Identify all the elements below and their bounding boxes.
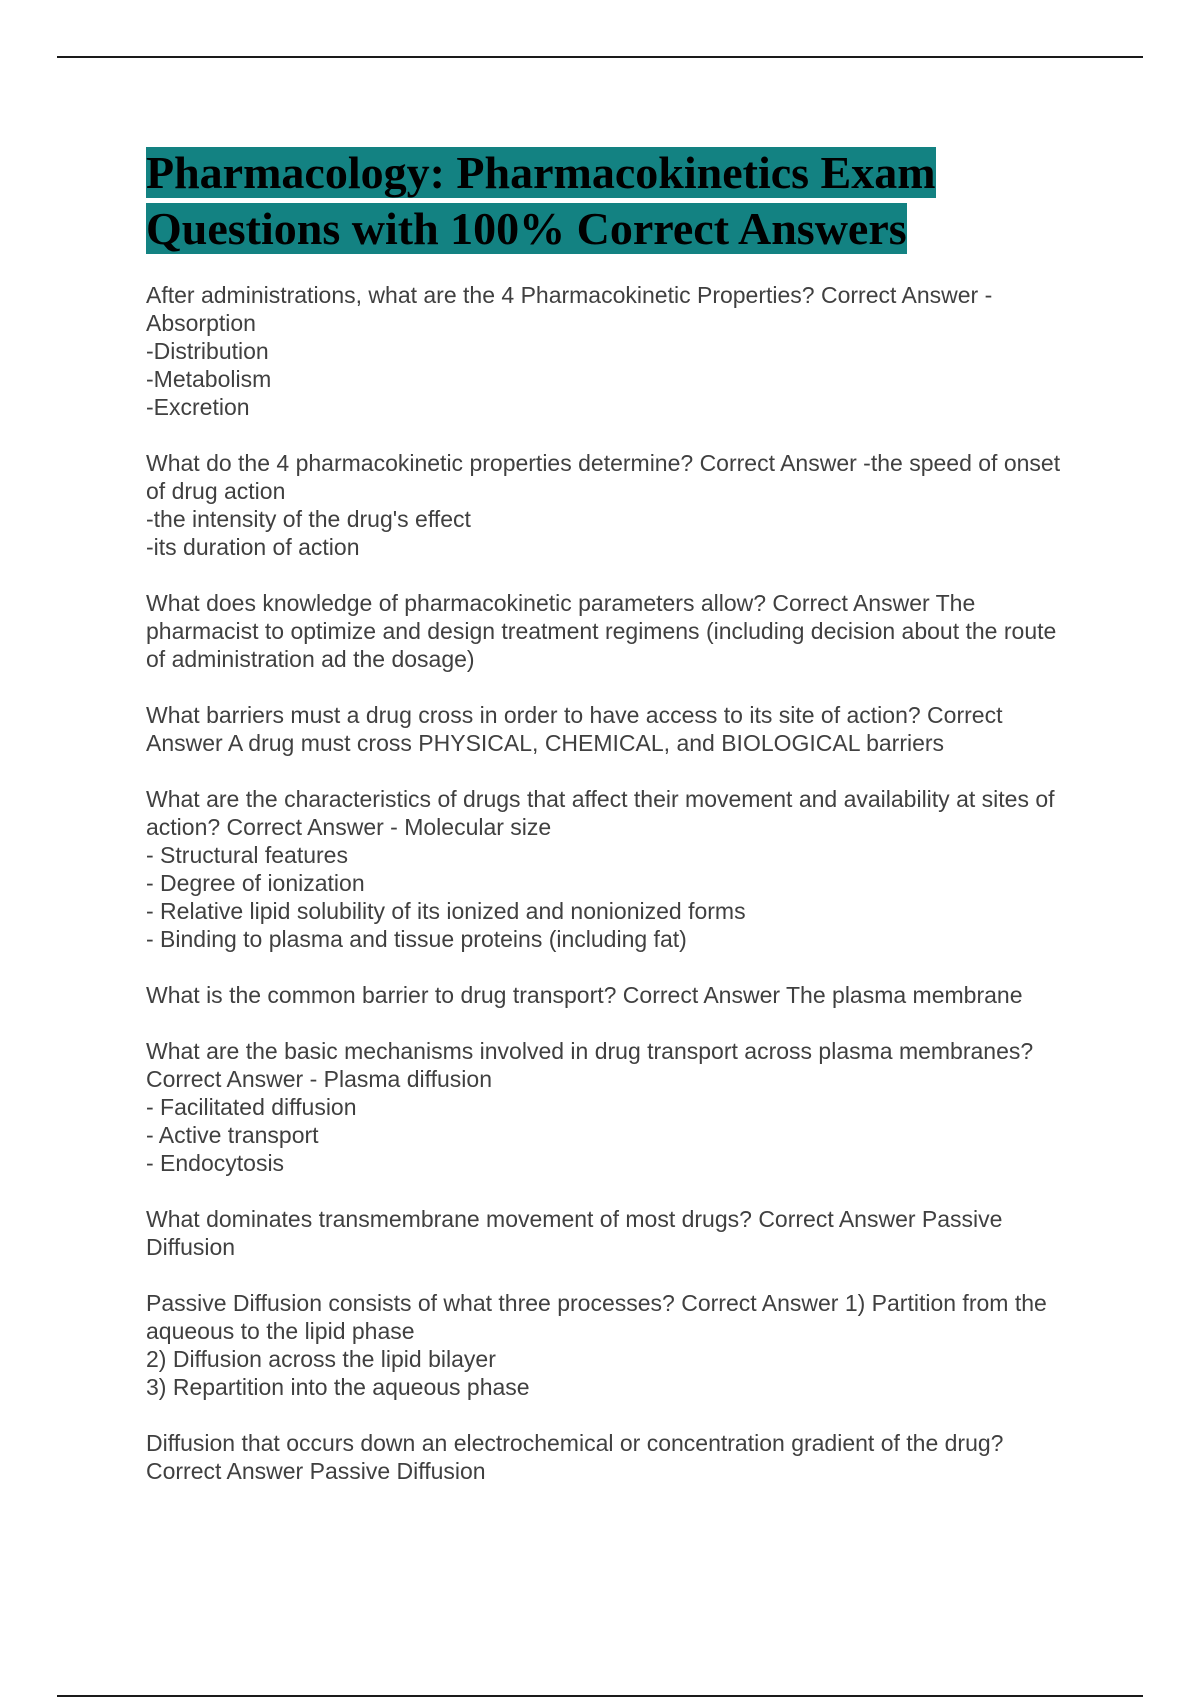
qa-line: - Active transport xyxy=(146,1122,319,1148)
qa-line: What are the basic mechanisms involved in drug transport across plasma membranes? Correct Answer - Plasma diffusion xyxy=(146,1038,1034,1092)
qa-line: What dominates transmembrane movement of most drugs? Correct Answer Passive Diffusion xyxy=(146,1206,1003,1260)
qa-item xyxy=(146,785,1076,953)
qa-line: After administrations, what are the 4 Pharmacokinetic Properties? Correct Answer - Absorption xyxy=(146,282,993,336)
qa-line: Passive Diffusion consists of what three processes? Correct Answer 1) Partition from the aqueous to the lipid phase xyxy=(146,1290,1047,1344)
header-rule xyxy=(57,56,1143,58)
qa-item xyxy=(146,1289,1076,1401)
qa-item xyxy=(146,981,1076,1009)
qa-line: 2) Diffusion across the lipid bilayer xyxy=(146,1346,496,1372)
qa-line: -the intensity of the drug's effect xyxy=(146,506,471,532)
qa-line: -its duration of action xyxy=(146,534,360,560)
qa-line: What does knowledge of pharmacokinetic parameters allow? Correct Answer The pharmacist to optimize and design treatment regimens (including decision about the route of administration ad the dosage) xyxy=(146,590,1057,672)
qa-item xyxy=(146,701,1076,757)
qa-line: -Excretion xyxy=(146,394,250,420)
qa-item xyxy=(146,281,1076,421)
document-body xyxy=(146,145,1076,1513)
document-title-text: Pharmacology: Pharmacokinetics Exam Questions with 100% Correct Answers xyxy=(146,147,936,254)
qa-line: - Relative lipid solubility of its ionized and nonionized forms xyxy=(146,898,746,924)
qa-line: -Metabolism xyxy=(146,366,272,392)
qa-line: - Degree of ionization xyxy=(146,870,365,896)
qa-item xyxy=(146,449,1076,561)
qa-line: What barriers must a drug cross in order to have access to its site of action? Correct Answer A drug must cross PHYSICAL, CHEMICAL, and BIOLOGICAL barriers xyxy=(146,702,1003,756)
qa-line: What do the 4 pharmacokinetic properties determine? Correct Answer -the speed of onset of drug action xyxy=(146,450,1061,504)
qa-line: 3) Repartition into the aqueous phase xyxy=(146,1374,530,1400)
qa-line: Diffusion that occurs down an electrochemical or concentration gradient of the drug? Correct Answer Passive Diffusion xyxy=(146,1430,1004,1484)
qa-line: - Facilitated diffusion xyxy=(146,1094,357,1120)
qa-item xyxy=(146,1037,1076,1177)
qa-line: - Structural features xyxy=(146,842,348,868)
footer-rule xyxy=(57,1695,1143,1697)
qa-line: -Distribution xyxy=(146,338,269,364)
qa-item xyxy=(146,1429,1076,1485)
qa-line: What are the characteristics of drugs that affect their movement and availability at sites of action? Correct Answer - Molecular size xyxy=(146,786,1055,840)
document-title xyxy=(146,145,1076,257)
qa-item xyxy=(146,589,1076,673)
qa-line: - Binding to plasma and tissue proteins (including fat) xyxy=(146,926,687,952)
qa-line: - Endocytosis xyxy=(146,1150,285,1176)
qa-item xyxy=(146,1205,1076,1261)
qa-line: What is the common barrier to drug transport? Correct Answer The plasma membrane xyxy=(146,982,1023,1008)
